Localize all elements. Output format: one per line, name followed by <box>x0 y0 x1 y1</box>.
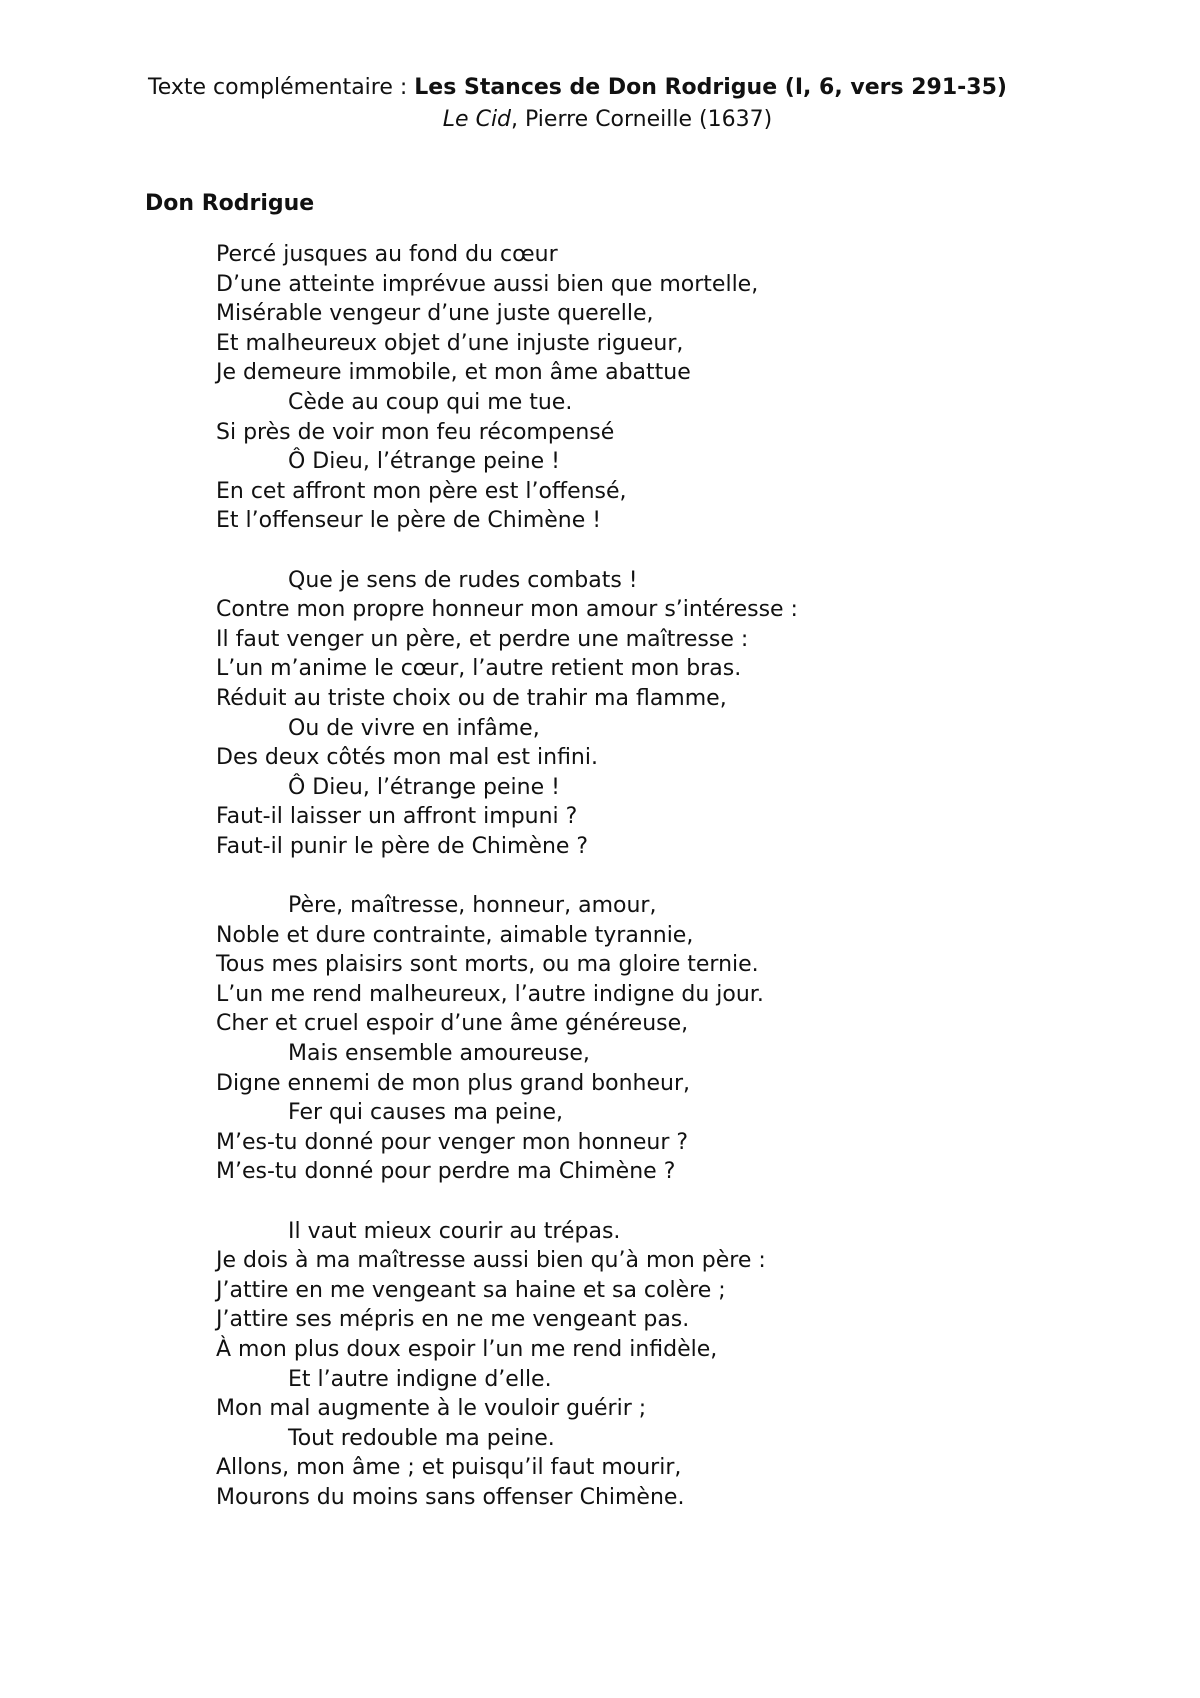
stanza-3 <box>216 891 798 1187</box>
verse-line: Noble et dure contrainte, aimable tyrannie, <box>216 922 694 948</box>
verse-line: Réduit au triste choix ou de trahir ma flamme, <box>216 685 727 711</box>
verse-line: Et malheureux objet d’une injuste rigueur, <box>216 330 684 356</box>
verse-line: Il faut venger un père, et perdre une maîtresse : <box>216 626 749 652</box>
speaker-name: Don Rodrigue <box>145 191 315 216</box>
verse-line: Faut-il laisser un affront impuni ? <box>216 804 578 830</box>
verse-line: Digne ennemi de mon plus grand bonheur, <box>216 1070 690 1096</box>
verse-line: Allons, mon âme ; et puisqu’il faut mourir, <box>216 1455 682 1481</box>
verse-line: Des deux côtés mon mal est infini. <box>216 745 598 771</box>
header-title-line <box>0 72 1200 104</box>
verse-line: Je demeure immobile, et mon âme abattue <box>216 360 691 386</box>
stanza-1 <box>216 240 798 536</box>
verse-line: Percé jusques au fond du cœur <box>216 242 558 267</box>
verse-line: M’es-tu donné pour venger mon honneur ? <box>216 1129 689 1155</box>
verse-line: Que je sens de rudes combats ! <box>288 567 638 593</box>
document-header <box>0 72 1200 136</box>
verse-line: Si près de voir mon feu récompensé <box>216 419 615 445</box>
stanza-4 <box>216 1217 798 1513</box>
verse-line: Père, maîtresse, honneur, amour, <box>288 893 657 919</box>
verse-line: J’attire ses mépris en ne me vengeant pas. <box>216 1307 690 1333</box>
verse-line: L’un me rend malheureux, l’autre indigne du jour. <box>216 981 764 1007</box>
verse-line: Tout redouble ma peine. <box>288 1425 555 1451</box>
verse-line: Tous mes plaisirs sont morts, ou ma gloire ternie. <box>216 952 759 978</box>
verse-line: Mais ensemble amoureuse, <box>288 1041 590 1067</box>
verse-line: En cet affront mon père est l’offensé, <box>216 478 627 504</box>
verse-line: Et l’autre indigne d’elle. <box>288 1366 552 1392</box>
verse-line: Cher et cruel espoir d’une âme généreuse, <box>216 1011 689 1037</box>
verse-line: Ô Dieu, l’étrange peine ! <box>288 449 560 475</box>
header-source-line <box>0 104 1200 136</box>
verse-line: Cède au coup qui me tue. <box>288 389 573 415</box>
verse-line: J’attire en me vengeant sa haine et sa colère ; <box>216 1277 726 1303</box>
header-prefix: Texte complémentaire : <box>148 75 415 100</box>
verse-line: Fer qui causes ma peine, <box>288 1100 563 1126</box>
poem <box>216 240 798 1542</box>
verse-line: Ô Dieu, l’étrange peine ! <box>288 774 560 800</box>
header-work: Le Cid <box>442 107 512 132</box>
verse-line: Et l’offenseur le père de Chimène ! <box>216 508 602 534</box>
verse-line: Mon mal augmente à le vouloir guérir ; <box>216 1396 647 1422</box>
verse-line: À mon plus doux espoir l’un me rend infidèle, <box>216 1336 718 1362</box>
verse-line: D’une atteinte imprévue aussi bien que mortelle, <box>216 271 759 297</box>
verse-line: Je dois à ma maîtresse aussi bien qu’à mon père : <box>216 1248 766 1274</box>
verse-line: L’un m’anime le cœur, l’autre retient mon bras. <box>216 656 742 682</box>
verse-line: Il vaut mieux courir au trépas. <box>288 1218 621 1244</box>
verse-line: Mourons du moins sans offenser Chimène. <box>216 1484 685 1510</box>
header-author-year: , Pierre Corneille (1637) <box>511 107 773 132</box>
header-title: Les Stances de Don Rodrigue (I, 6, vers 291-35) <box>414 75 1007 100</box>
stanza-2 <box>216 566 798 862</box>
verse-line: Ou de vivre en infâme, <box>288 715 540 741</box>
verse-line: Misérable vengeur d’une juste querelle, <box>216 301 654 327</box>
verse-line: Faut-il punir le père de Chimène ? <box>216 833 589 859</box>
verse-line: Contre mon propre honneur mon amour s’intéresse : <box>216 597 798 623</box>
verse-line: M’es-tu donné pour perdre ma Chimène ? <box>216 1159 676 1185</box>
